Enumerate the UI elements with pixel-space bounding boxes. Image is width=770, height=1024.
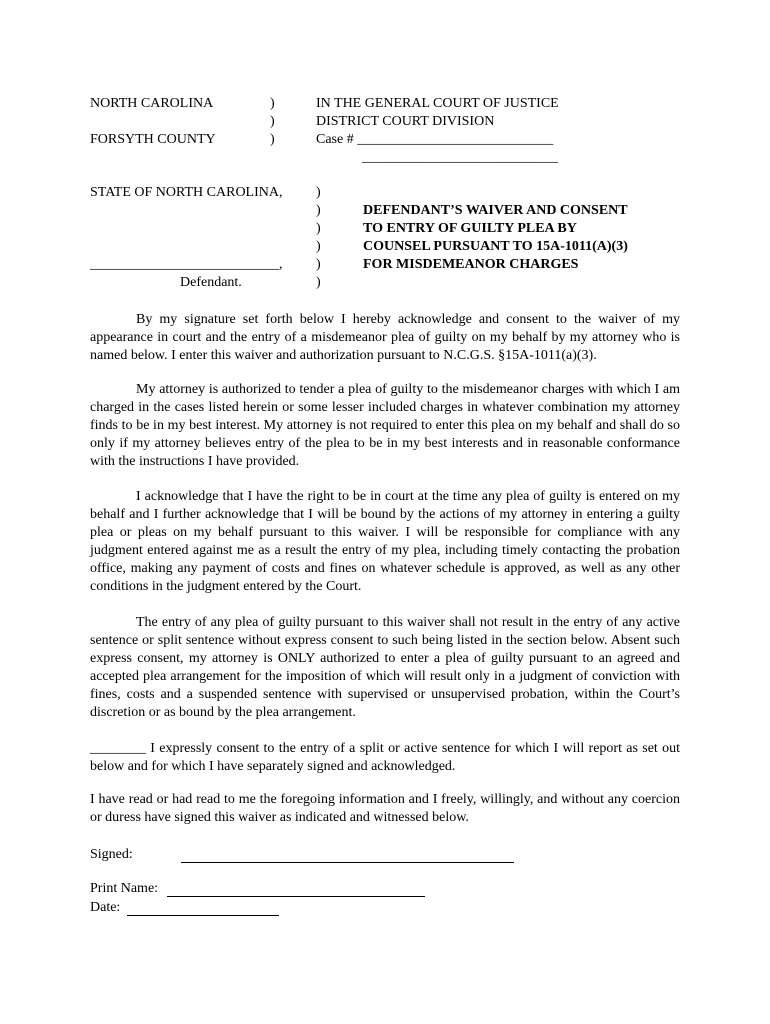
signed-label: Signed: xyxy=(90,847,133,862)
party-paren: ) xyxy=(316,257,321,272)
case-number-second-line: ____________________________ xyxy=(362,150,558,165)
paragraph-acknowledgment: I have read or had read to me the foregoing information and I freely, willingly, and without any coercion or duress have signed this waiver as indicated and witnessed below. xyxy=(90,792,680,825)
county-caption: FORSYTH COUNTY xyxy=(90,132,216,147)
date-line[interactable] xyxy=(127,915,279,916)
party-paren: ) xyxy=(316,275,321,290)
print-name-line[interactable] xyxy=(167,896,425,897)
caption-paren: ) xyxy=(270,96,275,111)
case-number-line: Case # ____________________________ xyxy=(316,132,554,147)
caption-paren: ) xyxy=(270,114,275,129)
paragraph-attorney-authority: My attorney is authorized to tender a plea of guilty to the misdemeanor charges with which I am charged in the cases listed herein or some lesser included charges in whatever combination my attorney finds to be in my best interest. My attorney is not required to enter this plea on my behalf and shall do so only if my attorney believes entry of the plea to be in my best interests and in reasonable conformance with the instructions I have provided. xyxy=(90,382,680,469)
paragraph-court-rights: I acknowledge that I have the right to be in court at the time any plea of guilty is entered on my behalf and I further acknowledge that I will be bound by the actions of my attorney in entering a guilty plea or pleas on my behalf pursuant to this waiver. I will be responsible for compliance with any judgment entered against me as a result the entry of my plea, including timely contacting the probation office, making any payment of costs and fines on whatever schedule is approved, as well as any other conditions in the judgment entered by the Court. xyxy=(90,489,680,594)
title-line: COUNSEL PURSUANT TO 15A-1011(A)(3) xyxy=(363,239,628,254)
print-name-label: Print Name: xyxy=(90,881,159,896)
party-parentheses xyxy=(316,184,326,292)
court-caption xyxy=(316,95,559,167)
party-paren: ) xyxy=(316,203,321,218)
title-line: TO ENTRY OF GUILTY PLEA BY xyxy=(363,221,577,236)
party-paren: ) xyxy=(316,239,321,254)
date-label: Date: xyxy=(90,900,121,915)
party-paren: ) xyxy=(316,221,321,236)
party-paren: ) xyxy=(316,185,321,200)
defendant-name-line: ___________________________, xyxy=(90,257,283,272)
caption-paren: ) xyxy=(270,132,275,147)
document-title xyxy=(363,202,628,274)
state-caption: NORTH CAROLINA xyxy=(90,96,214,111)
signature-line[interactable] xyxy=(181,862,514,863)
title-line: FOR MISDEMEANOR CHARGES xyxy=(363,257,579,272)
paragraph-express-consent: ________ I expressly consent to the entry of a split or active sentence for which I will report as set out below and for which I have separately signed and acknowledged. xyxy=(90,741,680,774)
paragraph-waiver-consent: By my signature set forth below I hereby acknowledge and consent to the waiver of my appearance in court and the entry of a misdemeanor plea of guilty on my behalf by my attorney who is named below. I enter this waiver and authorization pursuant to N.C.G.S. §15A-1011(a)(3). xyxy=(90,312,680,363)
title-line: DEFENDANT’S WAIVER AND CONSENT xyxy=(363,203,628,218)
defendant-label: Defendant. xyxy=(180,275,242,290)
state-name: STATE OF NORTH CAROLINA, xyxy=(90,185,283,200)
court-division: DISTRICT COURT DIVISION xyxy=(316,114,495,129)
paragraph-sentence-consent-rules: The entry of any plea of guilty pursuant to this waiver shall not result in the entry of any active sentence or split sentence without express consent to such being listed in the section below. Absent such express consent, my attorney is ONLY authorized to enter a plea of guilty pursuant to an agreed and accepted plea arrangement for the imposition of which will result only in a judgment of conviction with fines, costs and a suspended sentence with supervised or unsupervised probation, within the Court’s discretion or as bound by the plea arrangement. xyxy=(90,615,680,720)
court-name: IN THE GENERAL COURT OF JUSTICE xyxy=(316,96,559,111)
caption-parentheses xyxy=(270,95,280,149)
